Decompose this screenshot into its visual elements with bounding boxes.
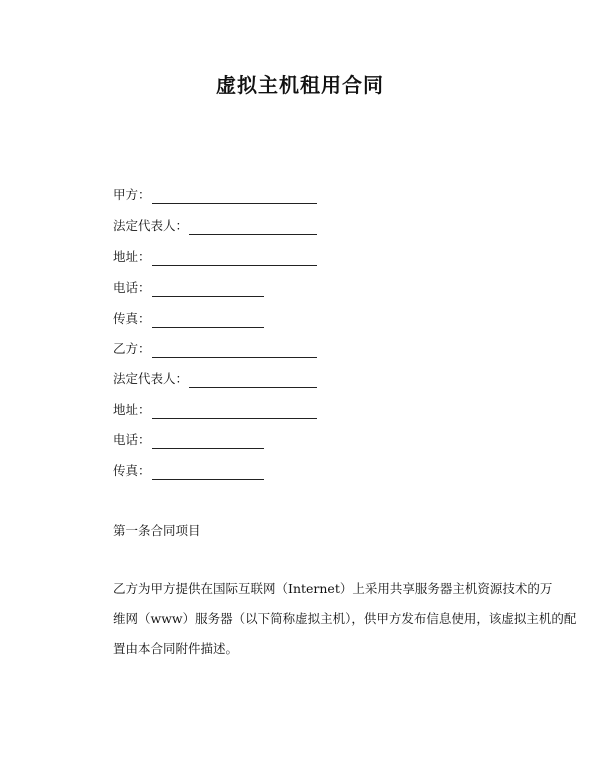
party-a-representative-blank[interactable] (189, 221, 317, 235)
section-1-paragraph (113, 574, 577, 664)
party-b-address-blank[interactable] (152, 405, 317, 419)
party-b-representative-field (113, 370, 317, 388)
party-b-fax-field (113, 462, 264, 480)
party-a-address-field (113, 248, 317, 266)
party-a-fax-blank[interactable] (152, 314, 264, 328)
party-a-field (113, 186, 317, 204)
party-b-phone-blank[interactable] (152, 435, 264, 449)
document-title: 虚拟主机租用合同 (216, 73, 384, 97)
party-a-phone-blank[interactable] (152, 283, 264, 297)
section-1-line: 乙方为甲方提供在国际互联网（Internet）上采用共享服务器主机资源技术的万 (113, 581, 553, 596)
party-a-address-blank[interactable] (152, 252, 317, 266)
party-b-field (113, 340, 317, 358)
section-1-heading: 第一条合同项目 (113, 523, 201, 538)
party-a-fax-field (113, 310, 264, 328)
section-1-line: 置由本合同附件描述。 (113, 641, 239, 656)
party-b-label: 乙方： (113, 341, 151, 356)
party-b-representative-label: 法定代表人： (113, 371, 189, 386)
party-b-representative-blank[interactable] (189, 374, 317, 388)
party-b-fax-blank[interactable] (152, 466, 264, 480)
party-a-blank[interactable] (152, 190, 317, 204)
party-a-representative-label: 法定代表人： (113, 218, 189, 233)
party-a-phone-field (113, 279, 264, 297)
party-b-address-label: 地址： (113, 402, 151, 417)
party-b-fax-label: 传真： (113, 463, 151, 478)
party-b-phone-field (113, 431, 264, 449)
party-a-representative-field (113, 217, 317, 235)
party-a-label: 甲方： (113, 187, 151, 202)
party-b-address-field (113, 401, 317, 419)
section-1-line: 维网（www）服务器（以下简称虚拟主机），供甲方发布信息使用，该虚拟主机的配 (113, 611, 577, 626)
party-b-phone-label: 电话： (113, 432, 151, 447)
party-a-fax-label: 传真： (113, 311, 151, 326)
party-b-blank[interactable] (152, 344, 317, 358)
party-a-address-label: 地址： (113, 249, 151, 264)
party-a-phone-label: 电话： (113, 280, 151, 295)
